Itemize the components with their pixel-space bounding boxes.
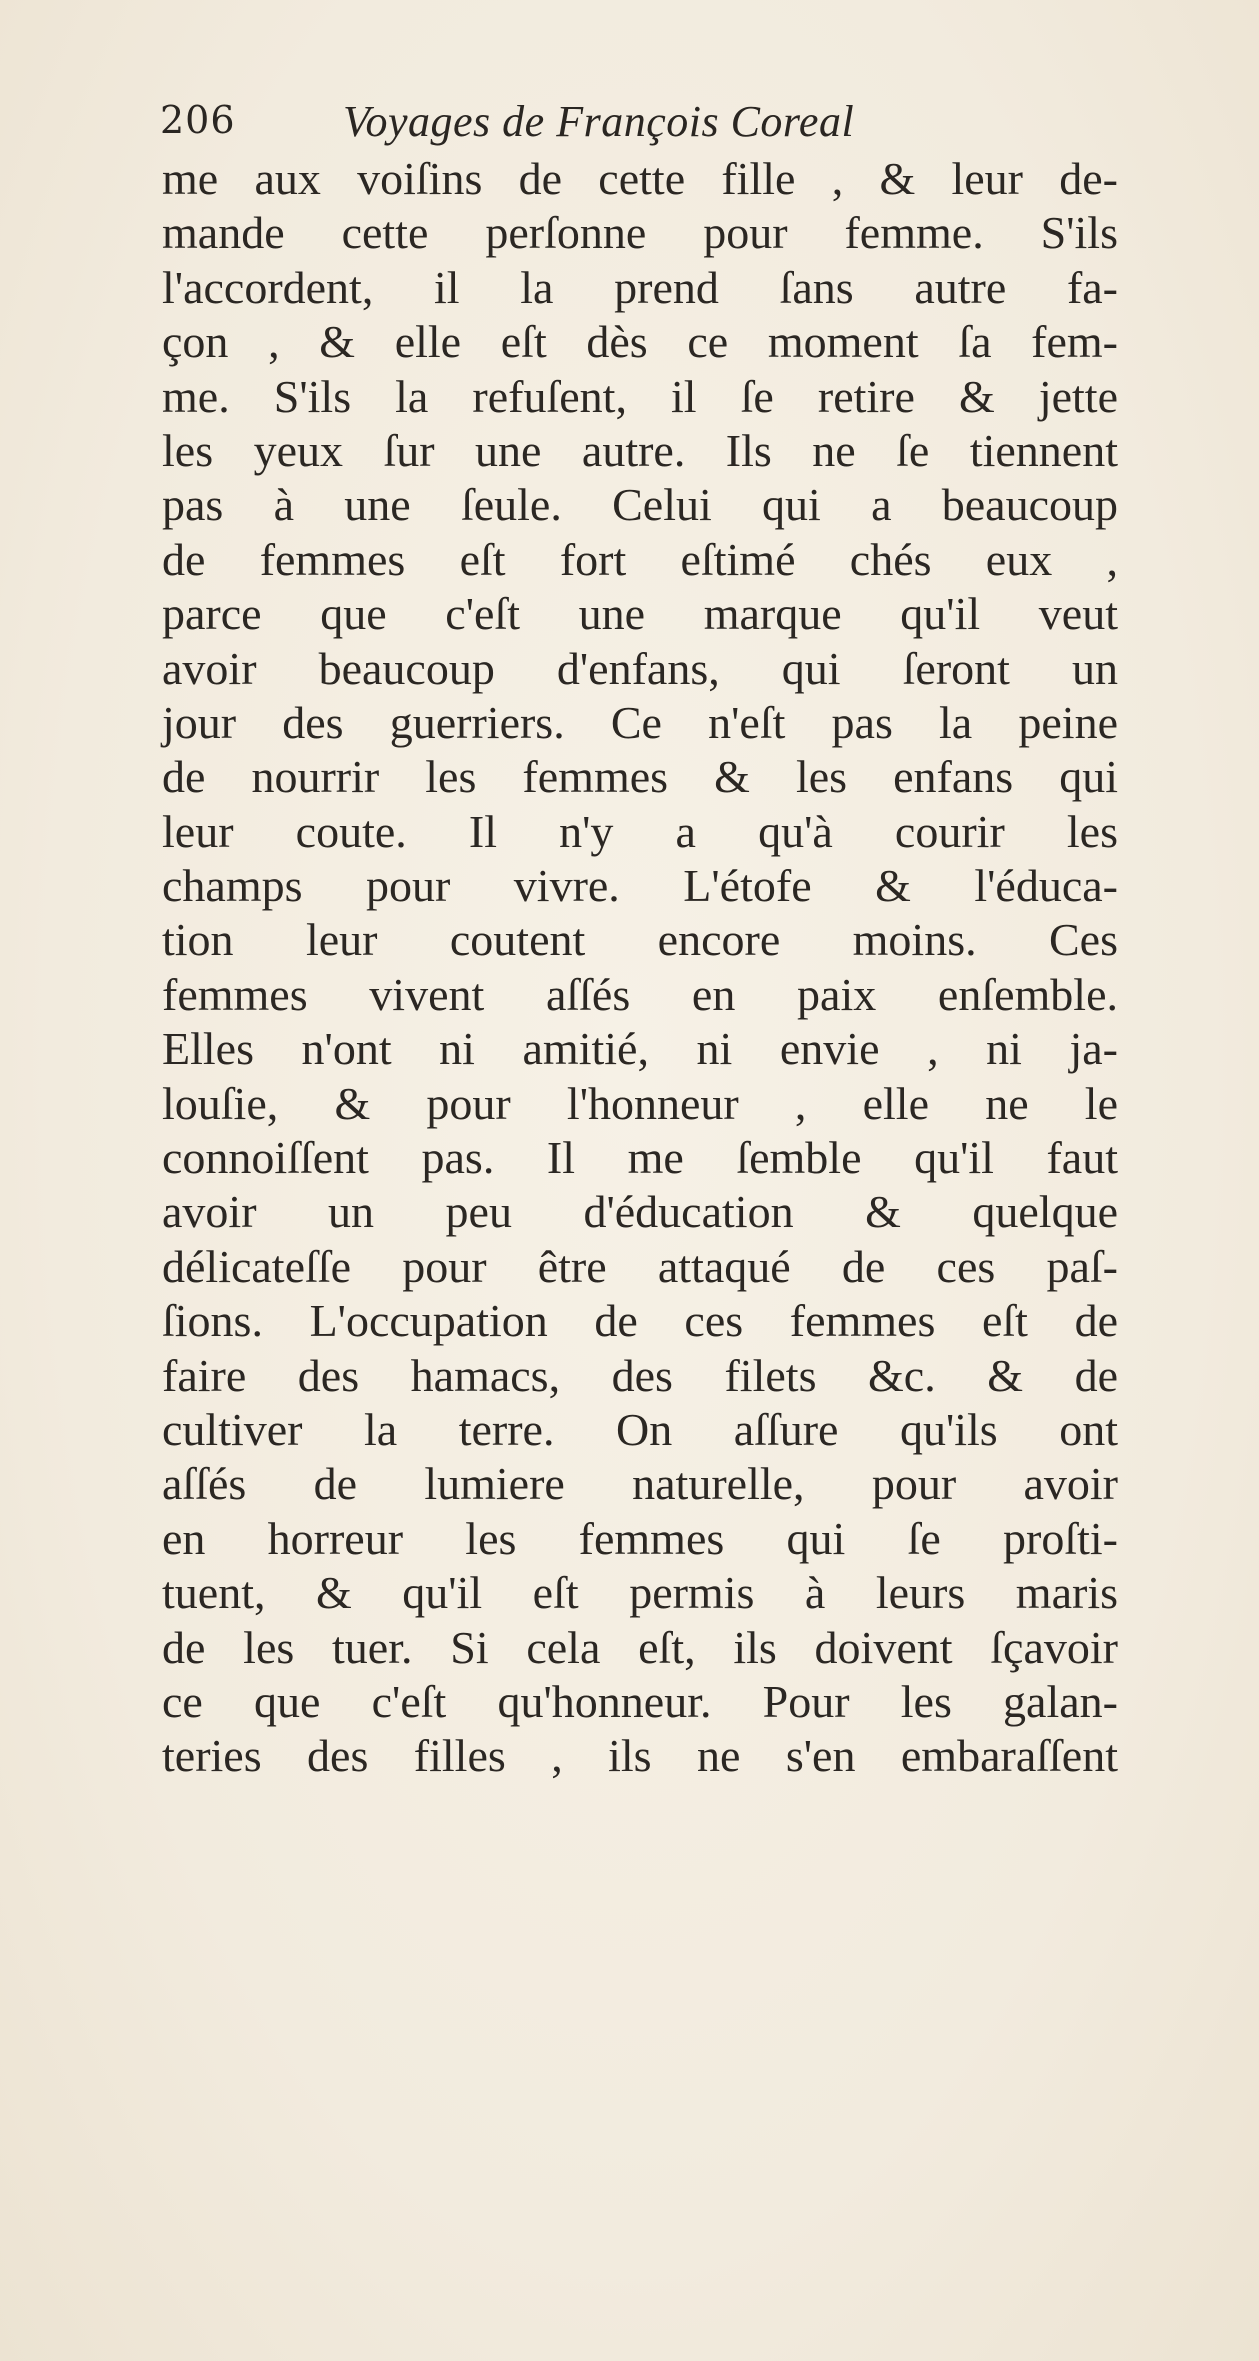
text-line: mande cette perſonne pour femme. S'ils: [162, 207, 1118, 259]
text-line: me aux voiſins de cette fille , & leur de-: [162, 153, 1118, 204]
text-line: cultiver la terre. On aſſure qu'ils ont: [162, 1403, 1118, 1455]
text-line: avoir beaucoup d'enfans, qui ſeront un: [162, 642, 1118, 694]
text-line: les yeux ſur une autre. Ils ne ſe tiennent: [162, 424, 1118, 476]
text-line: femmes vivent aſſés en paix enſemble.: [162, 968, 1118, 1020]
text-line: ce que c'eſt qu'honneur. Pour les galan-: [162, 1675, 1118, 1727]
text-line: Elles n'ont ni amitié, ni envie , ni ja-: [162, 1023, 1118, 1075]
text-line: champs pour vivre. L'étofe & l'éduca-: [162, 860, 1118, 912]
text-line: çon , & elle eſt dès ce moment ſa fem-: [162, 316, 1118, 368]
text-line: tuent, & qu'il eſt permis à leurs maris: [162, 1567, 1118, 1619]
text-line: ſions. L'occupation de ces femmes eſt de: [162, 1295, 1118, 1347]
text-line: connoiſſent pas. Il me ſemble qu'il faut: [162, 1132, 1118, 1184]
text-line: jour des guerriers. Ce n'eſt pas la peine: [162, 696, 1118, 748]
text-line: délicateſſe pour être attaqué de ces paſ-: [162, 1240, 1118, 1292]
text-line: pas à une ſeule. Celui qui a beaucoup: [162, 479, 1118, 531]
text-line: aſſés de lumiere naturelle, pour avoir: [162, 1458, 1118, 1510]
text-line: me. S'ils la refuſent, il ſe retire & jette: [162, 370, 1118, 422]
text-line: avoir un peu d'éducation & quelque: [162, 1186, 1118, 1238]
text-line: de les tuer. Si cela eſt, ils doivent ſçavoir: [162, 1621, 1118, 1673]
text-line: de femmes eſt fort eſtimé chés eux ,: [162, 533, 1118, 585]
text-line: faire des hamacs, des filets &c. & de: [162, 1349, 1118, 1401]
running-head: Voyages de François Coreal: [343, 97, 855, 146]
page-number: 206: [160, 98, 236, 142]
text-line: teries des filles , ils ne s'en embaraſſent: [162, 1730, 1118, 1782]
text-line: tion leur coutent encore moins. Ces: [162, 914, 1118, 966]
text-line: leur coute. Il n'y a qu'à courir les: [162, 805, 1118, 857]
text-line: en horreur les femmes qui ſe proſti-: [162, 1512, 1118, 1564]
page-header: [160, 98, 1120, 158]
text-line: de nourrir les femmes & les enfans qui: [162, 751, 1118, 803]
text-line: l'accordent, il la prend ſans autre fa-: [162, 261, 1118, 313]
body-text: [162, 152, 1142, 1784]
text-line: louſie, & pour l'honneur , elle ne le: [162, 1077, 1118, 1129]
text-line: parce que c'eſt une marque qu'il veut: [162, 588, 1118, 640]
